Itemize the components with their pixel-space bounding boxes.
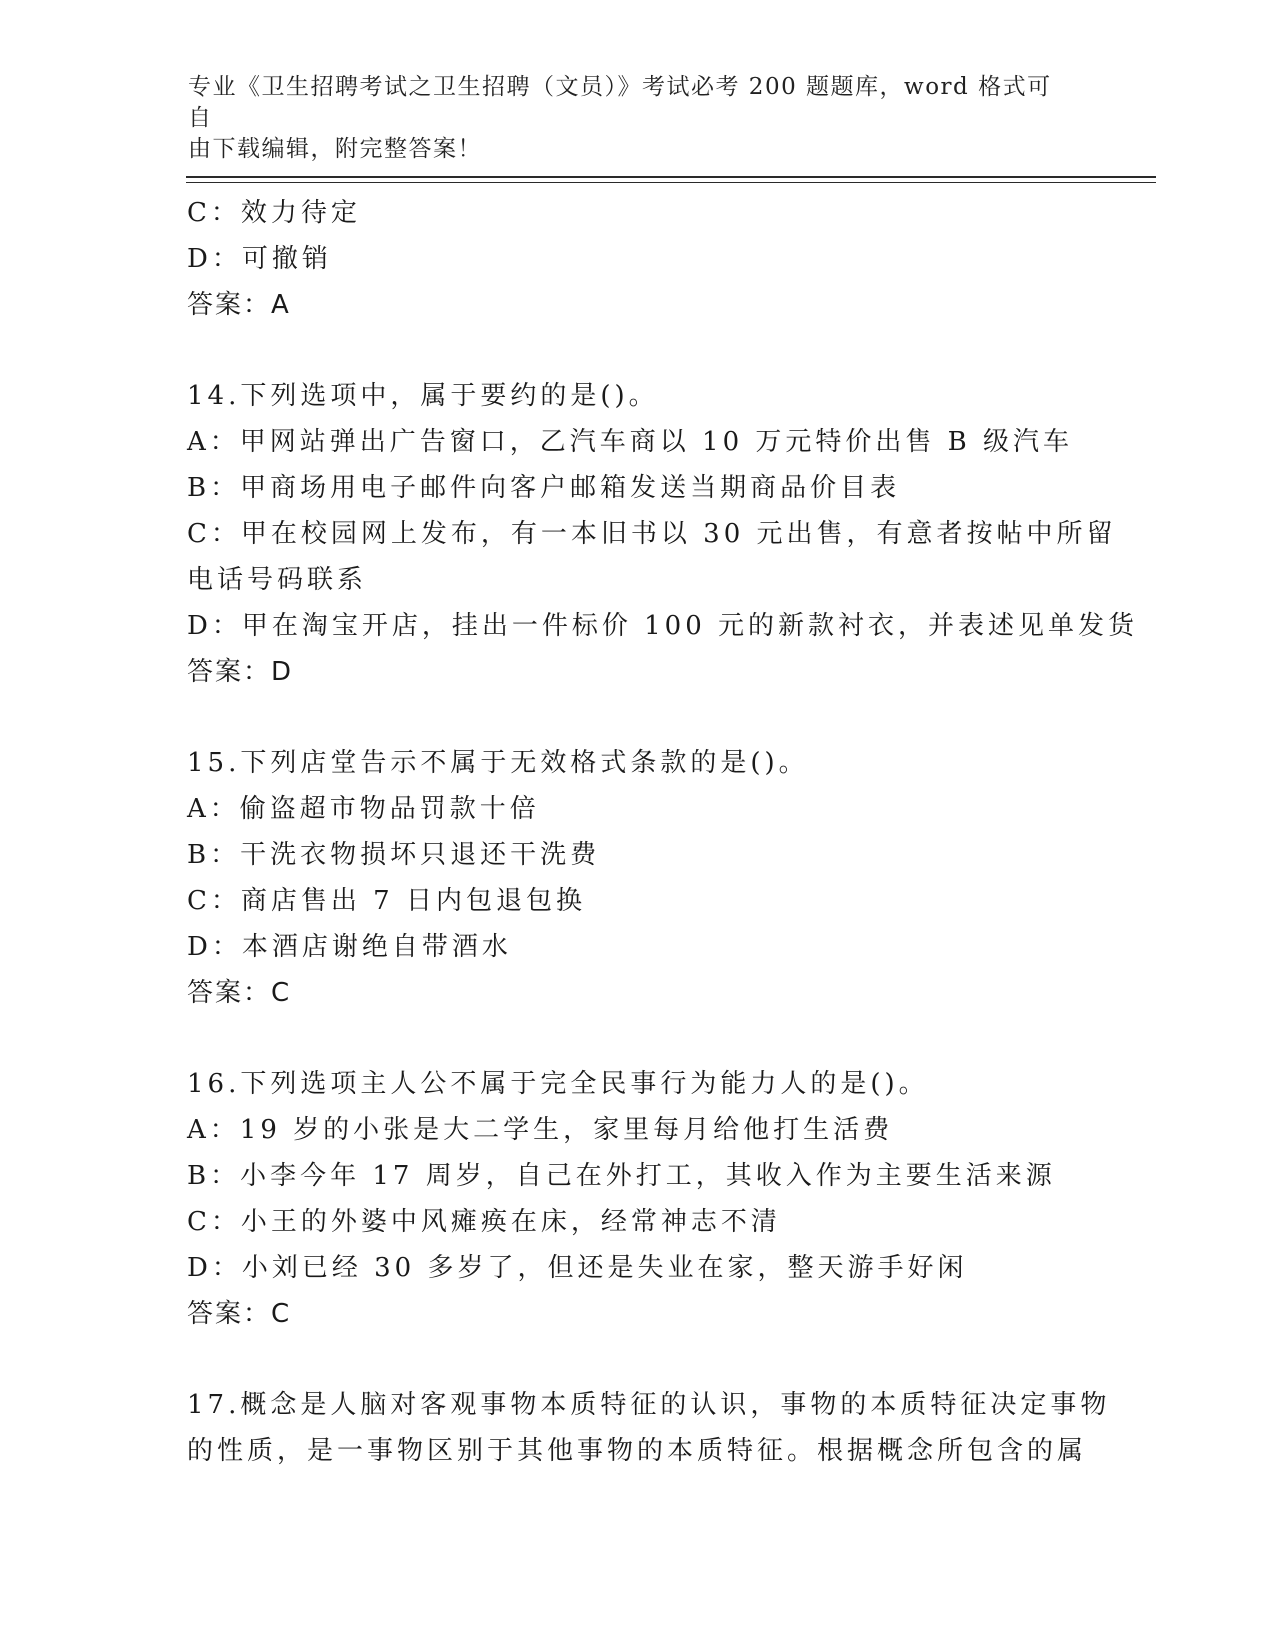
question-stem: 14.下列选项中，属于要约的是()。 — [187, 381, 659, 411]
option-b: B：干洗衣物损坏只退还干洗费 — [187, 840, 601, 870]
question-content — [187, 190, 1139, 1474]
spacer — [187, 1337, 1087, 1382]
option-d: D：可撤销 — [187, 244, 332, 274]
option-c-continued: 电话号码联系 — [187, 565, 368, 595]
option-b: B：小李今年 17 周岁，自己在外打工，其收入作为主要生活来源 — [187, 1161, 1056, 1191]
spacer — [187, 1016, 1087, 1061]
header-rule-thin — [186, 182, 1156, 183]
header-line-1: 专业《卫生招聘考试之卫生招聘（文员）》考试必考 200 题题库，word 格式可自 — [188, 74, 1052, 131]
option-c: C：商店售出 7 日内包退包换 — [187, 886, 586, 916]
question-stem-continued: 的性质，是一事物区别于其他事物的本质特征。根据概念所包含的属 — [187, 1436, 1088, 1466]
spacer — [187, 328, 1087, 373]
option-d: D：本酒店谢绝自带酒水 — [187, 932, 512, 962]
option-c: C：小王的外婆中风瘫痪在床，经常神志不清 — [187, 1207, 781, 1237]
option-c: C：效力待定 — [187, 198, 361, 228]
option-b: B：甲商场用电子邮件向客户邮箱发送当期商品价目表 — [187, 473, 901, 503]
header-rule-thick — [186, 176, 1156, 178]
option-d: D：甲在淘宝开店，挂出一件标价 100 元的新款衬衣，并表述见单发货 — [187, 611, 1139, 641]
question-stem: 17.概念是人脑对客观事物本质特征的认识，事物的本质特征决定事物 — [187, 1390, 1111, 1420]
option-d: D：小刘已经 30 多岁了，但还是失业在家，整天游手好闲 — [187, 1253, 968, 1283]
question-stem: 16.下列选项主人公不属于完全民事行为能力人的是()。 — [187, 1069, 929, 1099]
option-a: A：甲网站弹出广告窗口，乙汽车商以 10 万元特价出售 B 级汽车 — [187, 427, 1074, 457]
answer-line: 答案：C — [187, 978, 292, 1008]
question-stem: 15.下列店堂告示不属于无效格式条款的是()。 — [187, 748, 809, 778]
header-line-2: 由下载编辑，附完整答案！ — [188, 136, 482, 162]
option-a: A：19 岁的小张是大二学生，家里每月给他打生活费 — [187, 1115, 894, 1145]
spacer — [187, 695, 1087, 740]
answer-line: 答案：A — [187, 290, 291, 320]
document-header — [188, 72, 1068, 165]
option-c: C：甲在校园网上发布，有一本旧书以 30 元出售，有意者按帖中所留 — [187, 519, 1117, 549]
answer-line: 答案：C — [187, 1299, 292, 1329]
option-a: A：偷盗超市物品罚款十倍 — [187, 794, 540, 824]
answer-line: 答案：D — [187, 657, 294, 687]
